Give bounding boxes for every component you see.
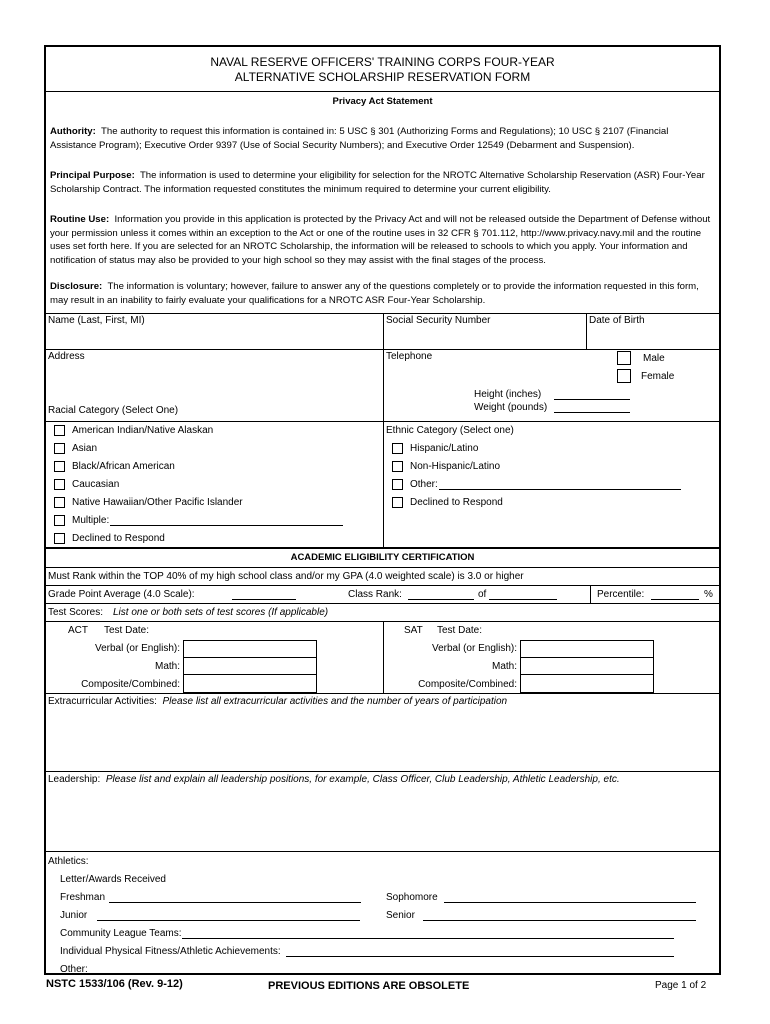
race-option-label: American Indian/Native Alaskan (72, 425, 214, 436)
leadership-label: Leadership: (48, 774, 101, 785)
female-checkbox[interactable] (617, 369, 631, 383)
sat-verbal-field[interactable] (520, 640, 654, 658)
act-label: ACT (68, 625, 88, 636)
height-field[interactable] (554, 399, 630, 400)
name-row (46, 313, 719, 349)
female-label: Female (641, 371, 675, 382)
ethnic-checkbox-non-hispanic[interactable] (392, 461, 403, 472)
race-option-label: Black/African American (72, 461, 175, 472)
class-rank-label: Class Rank: (348, 589, 402, 600)
sophomore-field[interactable] (444, 902, 696, 903)
sat-label: SAT (404, 625, 423, 636)
routine-text: Information you provide in this application is protected by the Privacy Act and will not be released outside the Department of Defense without your permission unless it comes within an exception to the Act or one of the routine uses in 32 CFR § 701.112, http://www.privacy.navy.mil and the routine uses set forth here. If you are selected for an NROTC Scholarship, the information will be released to schools to which you apply. Your information and notification of status may also be provided to your high school so they may assist with the final stages of the process. (50, 214, 711, 266)
divider (590, 586, 591, 604)
authority-paragraph (50, 125, 715, 152)
act-math-label: Math: (154, 661, 180, 672)
junior-label: Junior (60, 910, 88, 921)
race-option-label: Native Hawaiian/Other Pacific Islander (72, 497, 243, 508)
act-composite-field[interactable] (183, 674, 317, 693)
act-math-field[interactable] (183, 657, 317, 675)
sat-math-field[interactable] (520, 657, 654, 675)
gpa-row (46, 585, 719, 603)
community-label: Community League Teams: (60, 928, 182, 939)
race-option-label: Declined to Respond (72, 533, 165, 544)
privacy-heading: Privacy Act Statement (332, 96, 433, 107)
rank-requirement: Must Rank within the TOP 40% of my high school class and/or my GPA (4.0 weighted scale) is 3.0 or higher (48, 571, 524, 582)
fitness-field[interactable] (286, 956, 674, 957)
extracurricular-section[interactable] (46, 693, 719, 771)
privacy-section (46, 91, 719, 351)
ethnic-other-field[interactable] (439, 489, 681, 490)
sat-verbal-label: Verbal (or English): (431, 643, 517, 654)
act-composite-label: Composite/Combined: (81, 679, 180, 690)
athletics-label: Athletics: (48, 856, 89, 867)
junior-field[interactable] (97, 920, 360, 921)
multiple-field[interactable] (110, 525, 343, 526)
academic-heading-row (46, 547, 719, 567)
percent-sign: % (704, 589, 713, 600)
class-size-field[interactable] (489, 599, 557, 600)
leadership-section[interactable] (46, 771, 719, 851)
ethnic-checkbox-other[interactable] (392, 479, 403, 490)
divider (383, 350, 384, 424)
percentile-field[interactable] (651, 599, 699, 600)
senior-label: Senior (386, 910, 415, 921)
community-field[interactable] (182, 938, 674, 939)
extracurricular-label-wrap (48, 696, 507, 707)
sat-composite-field[interactable] (520, 674, 654, 693)
authority-text: The authority to request this information is contained in: 5 USC § 301 (Authorizing Forms and Regulations); 10 USC § 2107 (Financial Assistance Program); Executive Order 9397 (Use of Social Security Numbers); and Executive Order 12549 (Debarment and Suspension). (50, 126, 669, 151)
name-label: Name (Last, First, MI) (48, 315, 145, 326)
class-rank-field[interactable] (408, 599, 474, 600)
form-title-line1: NAVAL RESERVE OFFICERS' TRAINING CORPS FOUR-YEAR (210, 55, 555, 69)
other-field[interactable] (90, 974, 674, 975)
race-option-label: Caucasian (72, 479, 120, 490)
page-number: Page 1 of 2 (655, 980, 707, 991)
divider (383, 314, 384, 350)
sat-math-label: Math: (491, 661, 517, 672)
letter-awards-label: Letter/Awards Received (60, 874, 166, 885)
disclosure-label: Disclosure: (50, 281, 103, 292)
divider (383, 422, 384, 548)
weight-label: Weight (pounds) (474, 402, 548, 413)
gpa-field[interactable] (232, 599, 296, 600)
ssn-label: Social Security Number (386, 315, 491, 326)
test-scores-row (46, 603, 719, 621)
sophomore-label: Sophomore (386, 892, 438, 903)
racial-heading: Racial Category (Select One) (48, 405, 179, 416)
ethnic-checkbox-hispanic[interactable] (392, 443, 403, 454)
routine-paragraph (50, 213, 715, 267)
test-scores-label: Test Scores: (48, 607, 104, 618)
sat-composite-label: Composite/Combined: (418, 679, 517, 690)
freshman-field[interactable] (109, 902, 361, 903)
freshman-label: Freshman (60, 892, 106, 903)
purpose-text: The information is used to determine your eligibility for selection for the NROTC Alternative Scholarship Reservation (ASR) Four-Year Scholarship Contract. The information requested constitutes the minimum required to determine your current eligibility. (50, 170, 705, 195)
routine-label: Routine Use: (50, 214, 110, 225)
ethnic-checkbox-declined[interactable] (392, 497, 403, 508)
obsolete-notice: PREVIOUS EDITIONS ARE OBSOLETE (268, 980, 470, 992)
height-label: Height (inches) (474, 389, 542, 400)
extracurricular-note: Please list all extracurricular activities and the number of years of participation (162, 696, 508, 707)
disclosure-paragraph (50, 280, 715, 307)
test-scores-note: List one or both sets of test scores (If applicable) (113, 607, 329, 618)
telephone-label: Telephone (386, 351, 433, 362)
category-section (46, 421, 719, 547)
sat-test-date-label: Test Date: (437, 625, 483, 636)
address-label: Address (48, 351, 85, 362)
dob-label: Date of Birth (589, 315, 645, 326)
race-checkbox-black[interactable] (54, 461, 65, 472)
gpa-label: Grade Point Average (4.0 Scale): (48, 589, 195, 600)
scholarship-form (44, 45, 721, 975)
rank-requirement-row (46, 567, 719, 585)
purpose-label: Principal Purpose: (50, 170, 135, 181)
male-checkbox[interactable] (617, 351, 631, 365)
leadership-label-wrap (48, 774, 620, 785)
fitness-label: Individual Physical Fitness/Athletic Achievements: (60, 946, 281, 957)
weight-field[interactable] (554, 412, 630, 413)
race-checkbox-declined[interactable] (54, 533, 65, 544)
race-option-label: Asian (72, 443, 98, 454)
ethnic-option-label: Other: (410, 479, 438, 490)
race-option-label: Multiple: (72, 515, 110, 526)
male-label: Male (643, 353, 665, 364)
ethnic-option-label: Hispanic/Latino (410, 443, 479, 454)
senior-field[interactable] (423, 920, 696, 921)
race-checkbox-american-indian[interactable] (54, 425, 65, 436)
form-number: NSTC 1533/106 (Rev. 9-12) (46, 978, 183, 990)
authority-label: Authority: (50, 126, 96, 137)
act-verbal-field[interactable] (183, 640, 317, 658)
divider (586, 314, 587, 350)
act-verbal-label: Verbal (or English): (94, 643, 180, 654)
other-label: Other: (60, 964, 88, 975)
race-checkbox-multiple[interactable] (54, 515, 65, 526)
leadership-note: Please list and explain all leadership positions, for example, Class Officer, Club Leadership, Athletic Leadership, etc. (105, 774, 620, 785)
form-title-line2: ALTERNATIVE SCHOLARSHIP RESERVATION FORM (234, 70, 531, 84)
ethnic-option-label: Declined to Respond (410, 497, 503, 508)
ethnic-option-label: Non-Hispanic/Latino (410, 461, 501, 472)
percentile-label: Percentile: (597, 589, 645, 600)
academic-heading: ACADEMIC ELIGIBILITY CERTIFICATION (290, 552, 475, 563)
extracurricular-label: Extracurricular Activities: (48, 696, 157, 707)
ethnic-heading: Ethnic Category (Select one) (386, 425, 514, 436)
test-scores-table (46, 621, 719, 693)
race-checkbox-asian[interactable] (54, 443, 65, 454)
disclosure-text: The information is voluntary; however, failure to answer any of the questions completely or to provide the information requested in this form, may result in an inability to fairly evaluate your qualifications for a NROTC ASR Four-Year Scholarship. (50, 281, 699, 306)
act-test-date-label: Test Date: (104, 625, 150, 636)
athletics-section (46, 851, 719, 975)
purpose-paragraph (50, 169, 715, 196)
race-checkbox-pacific-islander[interactable] (54, 497, 65, 508)
of-label: of (478, 589, 487, 600)
race-checkbox-caucasian[interactable] (54, 479, 65, 490)
